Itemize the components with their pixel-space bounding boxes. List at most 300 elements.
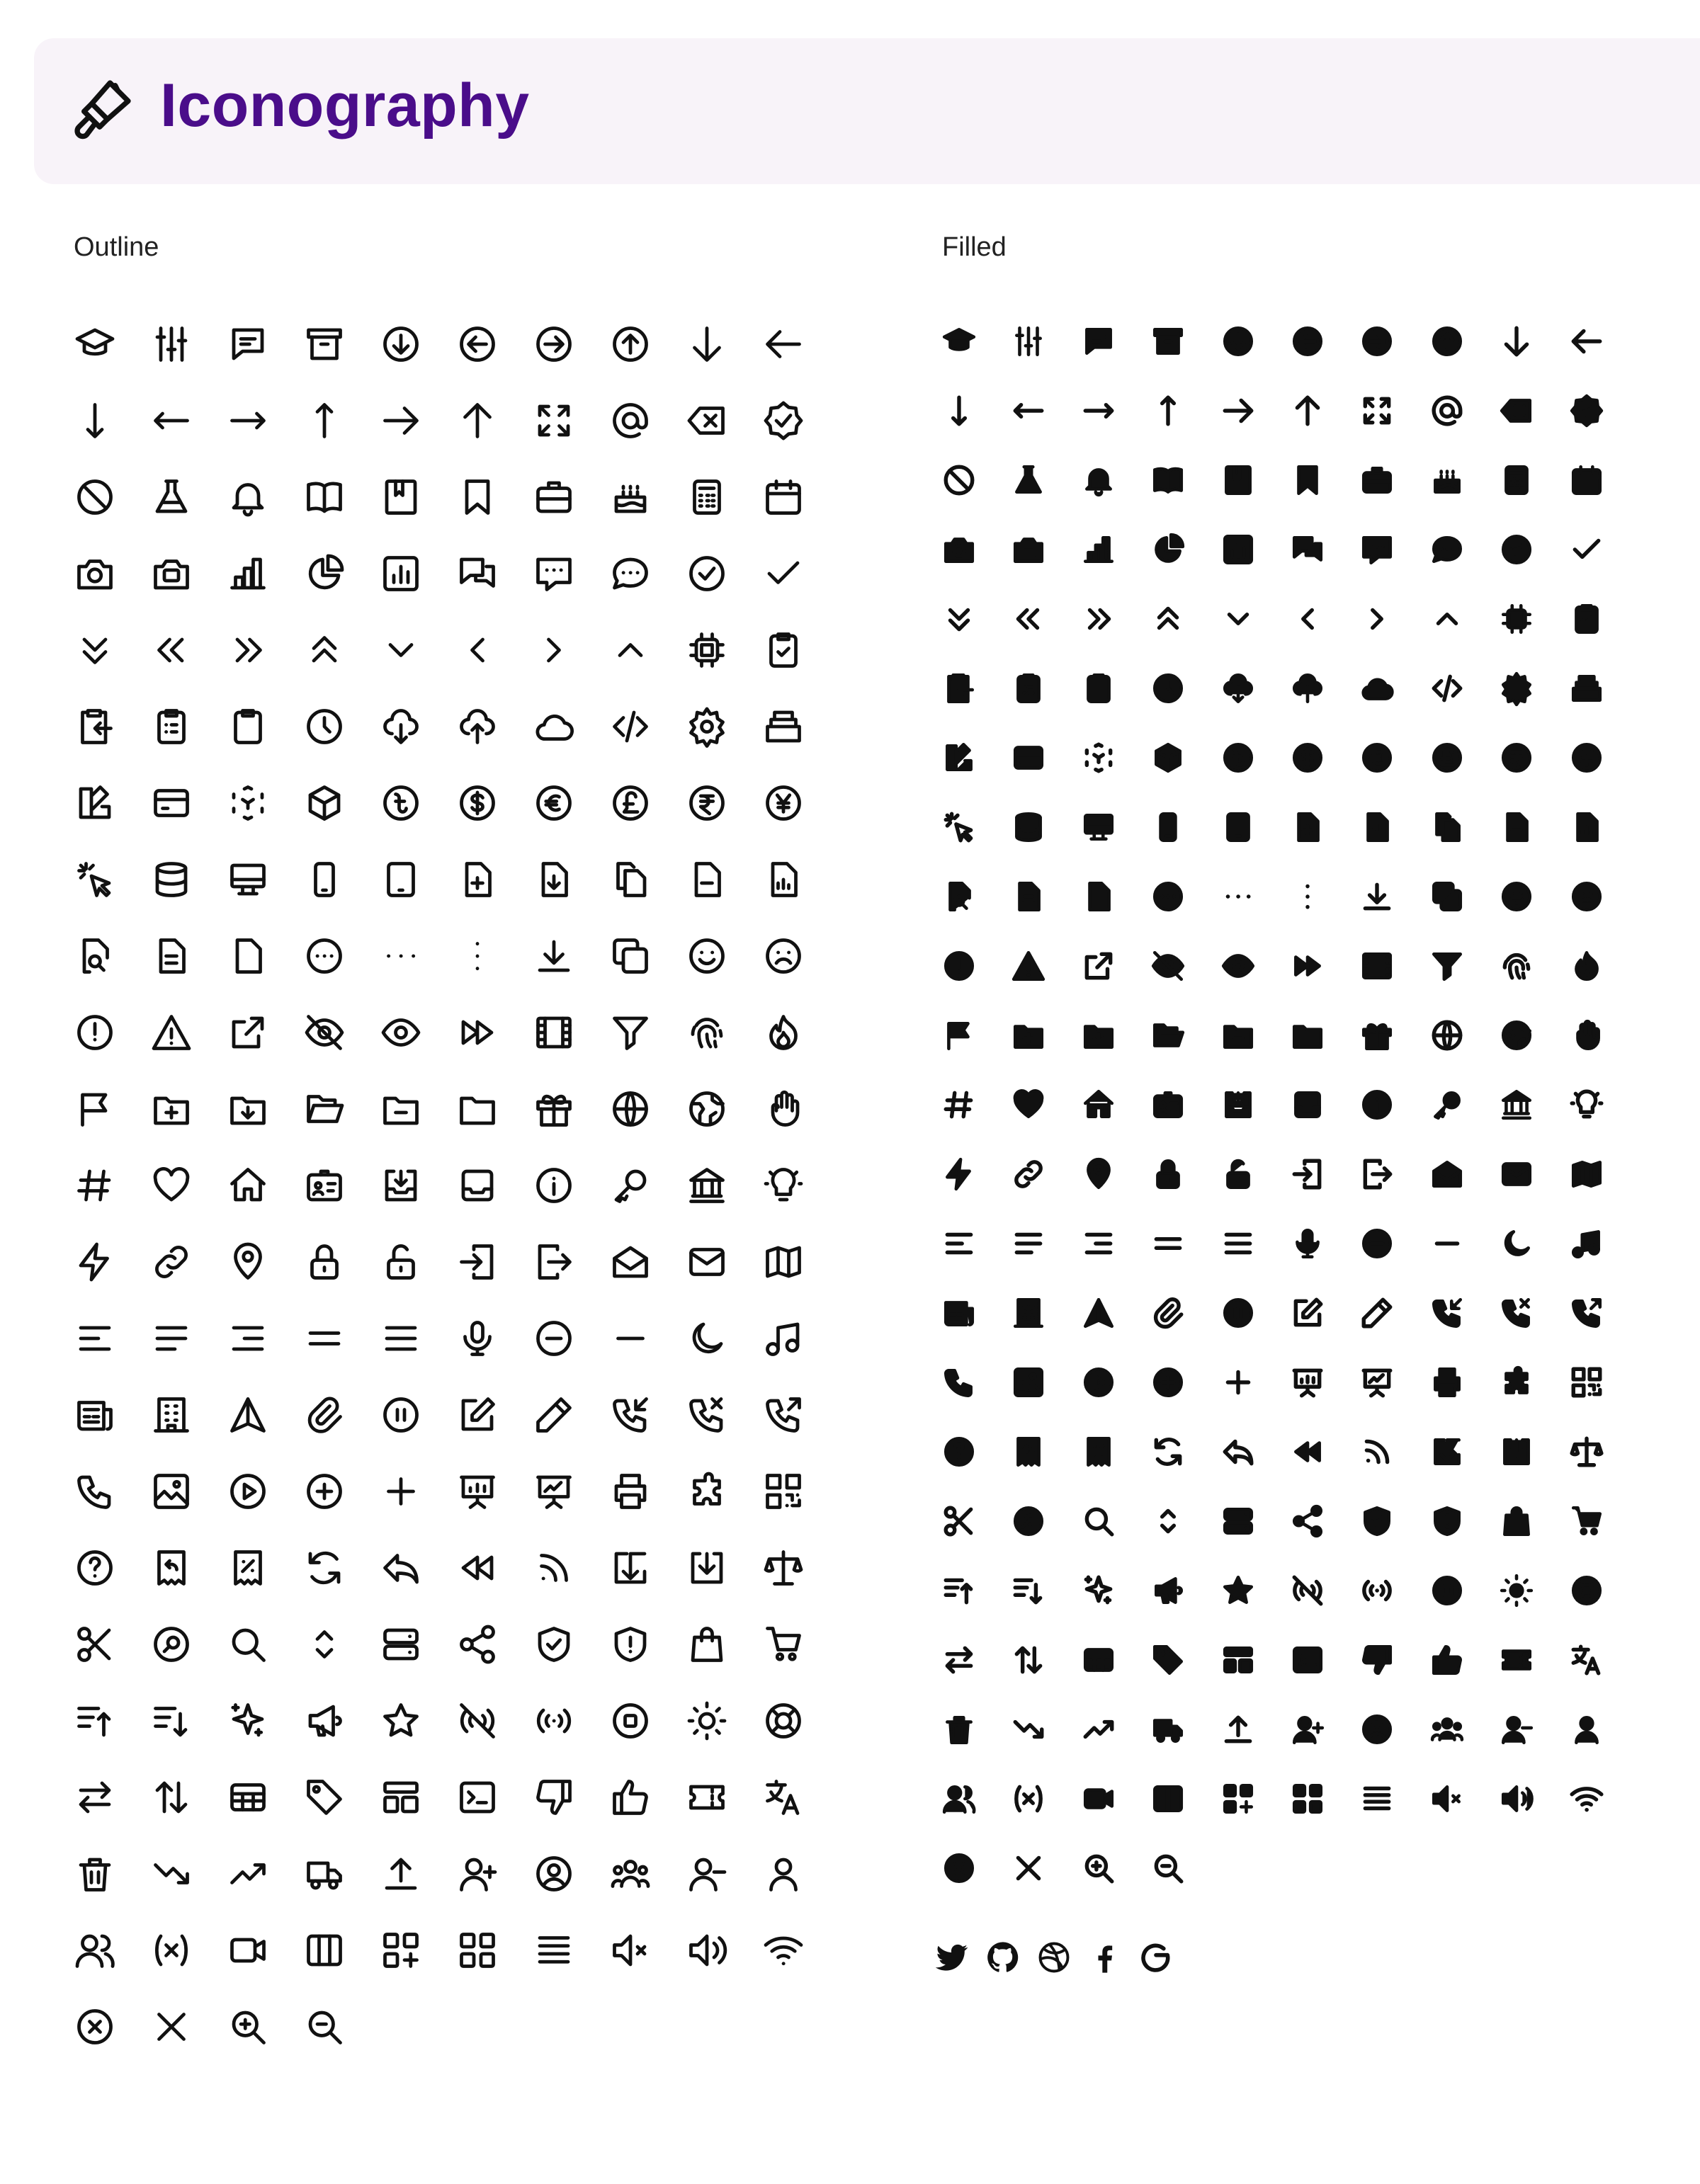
office-building-icon: [150, 1394, 193, 1436]
shield-check-icon: [533, 1623, 575, 1666]
clipboard-check-icon: [1569, 601, 1604, 637]
sort-ascending-icon: [941, 1573, 977, 1608]
menu-alt-3-icon: [1081, 1226, 1116, 1261]
document-add-icon: [456, 858, 499, 901]
ban-icon: [941, 462, 977, 498]
phone-incoming-icon: [609, 1394, 652, 1436]
user-add-icon: [1290, 1712, 1325, 1747]
currency-yen-icon: [1569, 740, 1604, 775]
printer-icon: [1429, 1365, 1465, 1400]
user-group-icon: [609, 1853, 652, 1895]
messages-icon: [456, 552, 499, 595]
exclamation-circle-icon: [74, 1011, 116, 1054]
view-grid-add-icon: [380, 1929, 422, 1972]
truck-icon: [303, 1853, 346, 1895]
server-icon: [380, 1623, 422, 1666]
phone-missed-icon: [686, 1394, 728, 1436]
users-icon: [74, 1929, 116, 1972]
identification-icon: [1150, 1087, 1186, 1122]
chevron-down-icon: [1220, 601, 1256, 637]
folder-icon: [456, 1088, 499, 1130]
menu-alt-1-icon: [941, 1226, 977, 1261]
link-icon: [1011, 1156, 1046, 1192]
document-remove-icon: [1499, 809, 1534, 845]
scissors-icon: [941, 1503, 977, 1539]
document-text-icon: [150, 935, 193, 977]
document-duplicate-icon: [1429, 809, 1465, 845]
save-icon: [1499, 1434, 1534, 1469]
flask-icon: [1011, 462, 1046, 498]
sort-ascending-icon: [74, 1700, 116, 1742]
ticket-icon: [686, 1776, 728, 1819]
film-icon: [1359, 948, 1395, 984]
video-camera-icon: [1081, 1781, 1116, 1816]
moon-icon: [686, 1317, 728, 1360]
chevrons-up-icon: [1150, 601, 1186, 637]
inbox-in-icon: [1220, 1087, 1256, 1122]
folder-download-icon: [1081, 1018, 1116, 1053]
search-circle-icon: [1011, 1503, 1046, 1539]
table-icon: [227, 1776, 269, 1819]
chevrons-right-icon: [1081, 601, 1116, 637]
trending-down-icon: [150, 1853, 193, 1895]
arrow-right-icon: [380, 399, 422, 442]
refresh-icon: [303, 1547, 346, 1589]
view-list-icon: [533, 1929, 575, 1972]
status-online-icon: [1359, 1573, 1395, 1608]
play-icon: [1081, 1365, 1116, 1400]
calculator-icon: [686, 476, 728, 518]
user-add-icon: [456, 1853, 499, 1895]
menu-icon: [1220, 1226, 1256, 1261]
x-circle-icon: [941, 1850, 977, 1886]
wifi-icon: [762, 1929, 805, 1972]
globe-alt-icon: [1499, 1018, 1534, 1053]
login-icon: [456, 1241, 499, 1283]
currency-pound-icon: [609, 782, 652, 824]
dots-vertical-icon: [456, 935, 499, 977]
chevrons-left-icon: [1011, 601, 1046, 637]
folder-download-icon: [227, 1088, 269, 1130]
eye-icon: [1220, 948, 1256, 984]
trending-down-icon: [1011, 1712, 1046, 1747]
facebook-icon[interactable]: [1087, 1939, 1123, 1976]
user-icon: [1569, 1712, 1604, 1747]
phone-outgoing-icon: [1569, 1295, 1604, 1331]
graduation-cap-icon: [941, 324, 977, 359]
truck-icon: [1150, 1712, 1186, 1747]
clipboard-list-icon: [150, 705, 193, 748]
users-icon: [941, 1781, 977, 1816]
arrow-left-circle-icon: [1290, 324, 1325, 359]
book-icon: [380, 476, 422, 518]
link-icon: [150, 1241, 193, 1283]
folder-open-icon: [1150, 1018, 1186, 1053]
archive-icon: [1150, 324, 1186, 359]
currency-dollar-icon: [1290, 740, 1325, 775]
photograph-icon: [150, 1470, 193, 1513]
cpu-icon: [1499, 601, 1534, 637]
sliders-icon: [1011, 324, 1046, 359]
filled-section-label: Filled: [942, 232, 1007, 262]
flag-icon: [941, 1018, 977, 1053]
dots-horizontal-icon: [1220, 879, 1256, 914]
menu-alt-2-icon: [1011, 1226, 1046, 1261]
support-icon: [1569, 1573, 1604, 1608]
user-group-icon: [1429, 1712, 1465, 1747]
folder-remove-icon: [380, 1088, 422, 1130]
camera-icon: [74, 552, 116, 595]
zoom-in-icon: [227, 2006, 269, 2048]
chevron-left-icon: [456, 629, 499, 671]
message-circle-icon: [1429, 532, 1465, 567]
lightning-bolt-icon: [74, 1241, 116, 1283]
cube-transparent-icon: [1081, 740, 1116, 775]
code-icon: [1429, 671, 1465, 706]
dots-circle-icon: [303, 935, 346, 977]
translate-icon: [1569, 1642, 1604, 1678]
zoom-out-icon: [1150, 1850, 1186, 1886]
swatch-icon: [941, 740, 977, 775]
menu-alt-4-icon: [303, 1317, 346, 1360]
refresh-icon: [1150, 1434, 1186, 1469]
document-add-icon: [1290, 809, 1325, 845]
book-open-icon: [303, 476, 346, 518]
arrow-up-circle-icon: [609, 323, 652, 365]
ticket-icon: [1499, 1642, 1534, 1678]
save-as-icon: [1429, 1434, 1465, 1469]
speakerphone-icon: [1150, 1573, 1186, 1608]
view-boards-icon: [1150, 1781, 1186, 1816]
x-icon: [1011, 1850, 1046, 1886]
microphone-icon: [456, 1317, 499, 1360]
download-icon: [1359, 879, 1395, 914]
status-offline-icon: [456, 1700, 499, 1742]
arrow-left-icon: [1569, 324, 1604, 359]
arrow-up-icon: [1290, 393, 1325, 428]
folder-add-icon: [1011, 1018, 1046, 1053]
external-link-icon: [227, 1011, 269, 1054]
phone-outgoing-icon: [762, 1394, 805, 1436]
camera-swap-icon: [1011, 532, 1046, 567]
database-icon: [150, 858, 193, 901]
arrow-left-narrow-icon: [150, 399, 193, 442]
trending-up-icon: [1081, 1712, 1116, 1747]
hand-icon: [1569, 1018, 1604, 1053]
bar-chart-icon: [227, 552, 269, 595]
login-icon: [1290, 1156, 1325, 1192]
speakerphone-icon: [303, 1700, 346, 1742]
receipt-tax-icon: [227, 1547, 269, 1589]
currency-pound-icon: [1429, 740, 1465, 775]
credit-card-icon: [150, 782, 193, 824]
shield-exclamation-icon: [609, 1623, 652, 1666]
hand-icon: [762, 1088, 805, 1130]
cursor-click-icon: [74, 858, 116, 901]
chevrons-left-icon: [150, 629, 193, 671]
clipboard-check-icon: [762, 629, 805, 671]
rss-icon: [533, 1547, 575, 1589]
logout-icon: [1359, 1156, 1395, 1192]
camera-icon: [941, 532, 977, 567]
emoji-sad-icon: [762, 935, 805, 977]
clipboard-list-icon: [1011, 671, 1046, 706]
trash-icon: [74, 1853, 116, 1895]
puzzle-icon: [1499, 1365, 1534, 1400]
google-icon[interactable]: [1138, 1939, 1174, 1976]
check-circle-icon: [1499, 532, 1534, 567]
mail-icon: [1499, 1156, 1534, 1192]
gift-icon: [1359, 1018, 1395, 1053]
bookmark-icon: [456, 476, 499, 518]
identification-icon: [303, 1164, 346, 1207]
play-icon: [227, 1470, 269, 1513]
film-icon: [533, 1011, 575, 1054]
lock-closed-icon: [1150, 1156, 1186, 1192]
currency-bangladeshi-icon: [380, 782, 422, 824]
badge-check-icon: [1569, 393, 1604, 428]
scissors-icon: [74, 1623, 116, 1666]
information-circle-icon: [533, 1164, 575, 1207]
user-icon: [762, 1853, 805, 1895]
clipboard-copy-icon: [941, 671, 977, 706]
flask-icon: [150, 476, 193, 518]
template-icon: [380, 1776, 422, 1819]
home-icon: [1081, 1087, 1116, 1122]
pause-icon: [1220, 1295, 1256, 1331]
trending-up-icon: [227, 1853, 269, 1895]
globe-alt-icon: [686, 1088, 728, 1130]
terminal-icon: [1290, 1642, 1325, 1678]
volume-off-icon: [609, 1929, 652, 1972]
device-mobile-icon: [1150, 809, 1186, 845]
outline-section-label: Outline: [74, 232, 159, 262]
cloud-download-icon: [380, 705, 422, 748]
header-banner: [34, 38, 1700, 184]
arrow-right-narrow-icon: [227, 399, 269, 442]
code-icon: [609, 705, 652, 748]
lock-closed-icon: [303, 1241, 346, 1283]
shopping-cart-icon: [1569, 1503, 1604, 1539]
currency-rupee-icon: [1499, 740, 1534, 775]
newspaper-icon: [74, 1394, 116, 1436]
receipt-refund-icon: [150, 1547, 193, 1589]
cpu-icon: [686, 629, 728, 671]
dots-vertical-icon: [1290, 879, 1325, 914]
arrow-right-circle-icon: [1359, 324, 1395, 359]
reply-icon: [380, 1547, 422, 1589]
table-icon: [1081, 1642, 1116, 1678]
mail-open-icon: [609, 1241, 652, 1283]
switch-horizontal-icon: [74, 1776, 116, 1819]
chevron-right-icon: [533, 629, 575, 671]
pause-icon: [380, 1394, 422, 1436]
calendar-icon: [762, 476, 805, 518]
dribbble-icon[interactable]: [1036, 1939, 1072, 1976]
chevrons-right-icon: [227, 629, 269, 671]
currency-euro-icon: [533, 782, 575, 824]
shopping-bag-icon: [686, 1623, 728, 1666]
document-duplicate-icon: [609, 858, 652, 901]
support-icon: [762, 1700, 805, 1742]
currency-euro-icon: [1359, 740, 1395, 775]
receipt-tax-icon: [1081, 1434, 1116, 1469]
ban-icon: [74, 476, 116, 518]
archive-icon: [303, 323, 346, 365]
cloud-upload-icon: [1290, 671, 1325, 706]
stack-icon: [1569, 671, 1604, 706]
document-icon: [1081, 879, 1116, 914]
desktop-icon: [1081, 809, 1116, 845]
zoom-out-icon: [303, 2006, 346, 2048]
fire-icon: [1569, 948, 1604, 984]
tag-icon: [303, 1776, 346, 1819]
chevron-up-icon: [1429, 601, 1465, 637]
rewind-icon: [456, 1547, 499, 1589]
cog-icon: [1499, 671, 1534, 706]
document-download-icon: [533, 858, 575, 901]
mail-open-icon: [1429, 1156, 1465, 1192]
backspace-icon: [686, 399, 728, 442]
server-icon: [1220, 1503, 1256, 1539]
eye-off-icon: [1150, 948, 1186, 984]
pie-chart-icon: [1150, 532, 1186, 567]
duplicate-icon: [1429, 879, 1465, 914]
rss-icon: [1359, 1434, 1395, 1469]
chevrons-up-icon: [303, 629, 346, 671]
globe-icon: [609, 1088, 652, 1130]
arrow-up-narrow-icon: [303, 399, 346, 442]
pencil-icon: [1359, 1295, 1395, 1331]
check-circle-icon: [686, 552, 728, 595]
maximize-icon: [1359, 393, 1395, 428]
stop-icon: [609, 1700, 652, 1742]
emoji-sad-icon: [1569, 879, 1604, 914]
sliders-icon: [150, 323, 193, 365]
cog-icon: [686, 705, 728, 748]
library-icon: [686, 1164, 728, 1207]
sun-icon: [686, 1700, 728, 1742]
selector-icon: [303, 1623, 346, 1666]
save-as-icon: [609, 1547, 652, 1589]
exclamation-triangle-icon: [150, 1011, 193, 1054]
dots-circle-icon: [1150, 879, 1186, 914]
user-circle-icon: [1359, 1712, 1395, 1747]
eye-off-icon: [303, 1011, 346, 1054]
chevron-down-icon: [380, 629, 422, 671]
filter-icon: [1429, 948, 1465, 984]
arrow-right-icon: [1220, 393, 1256, 428]
clock-icon: [1150, 671, 1186, 706]
arrow-left-icon: [762, 323, 805, 365]
cake-icon: [1429, 462, 1465, 498]
message-circle-icon: [609, 552, 652, 595]
menu-alt-4-icon: [1150, 1226, 1186, 1261]
github-icon[interactable]: [985, 1939, 1021, 1976]
variable-icon: [1011, 1781, 1046, 1816]
briefcase-icon: [1359, 462, 1395, 498]
sparkles-icon: [1081, 1573, 1116, 1608]
exclamation-triangle-icon: [1011, 948, 1046, 984]
twitter-icon[interactable]: [934, 1939, 970, 1976]
lock-open-icon: [1220, 1156, 1256, 1192]
fast-forward-icon: [456, 1011, 499, 1054]
chart-square-icon: [1220, 532, 1256, 567]
document-report-icon: [1569, 809, 1604, 845]
chevron-left-icon: [1290, 601, 1325, 637]
phone-missed-icon: [1499, 1295, 1534, 1331]
heart-icon: [150, 1164, 193, 1207]
document-text-icon: [1011, 879, 1046, 914]
mail-icon: [686, 1241, 728, 1283]
dots-horizontal-icon: [380, 935, 422, 977]
clipboard-icon: [1081, 671, 1116, 706]
minus-icon: [1429, 1226, 1465, 1261]
map-icon: [762, 1241, 805, 1283]
logout-icon: [533, 1241, 575, 1283]
arrow-left-narrow-icon: [1011, 393, 1046, 428]
camera-swap-icon: [150, 552, 193, 595]
heart-icon: [1011, 1087, 1046, 1122]
location-marker-icon: [227, 1241, 269, 1283]
finger-print-icon: [1499, 948, 1534, 984]
template-icon: [1220, 1642, 1256, 1678]
clipboard-copy-icon: [74, 705, 116, 748]
view-grid-add-icon: [1220, 1781, 1256, 1816]
swatch-icon: [74, 782, 116, 824]
shopping-bag-icon: [1499, 1503, 1534, 1539]
shield-exclamation-icon: [1429, 1503, 1465, 1539]
newspaper-icon: [941, 1295, 977, 1331]
question-mark-circle-icon: [74, 1547, 116, 1589]
search-icon: [227, 1623, 269, 1666]
message-dots-icon: [1359, 532, 1395, 567]
cursor-click-icon: [941, 809, 977, 845]
chevrons-down-icon: [74, 629, 116, 671]
paintbrush-icon: [74, 75, 136, 146]
video-camera-icon: [227, 1929, 269, 1972]
document-report-icon: [762, 858, 805, 901]
cloud-icon: [1359, 671, 1395, 706]
sun-icon: [1499, 1573, 1534, 1608]
search-icon: [1081, 1503, 1116, 1539]
music-note-icon: [762, 1317, 805, 1360]
arrow-down-narrow-icon: [941, 393, 977, 428]
puzzle-icon: [686, 1470, 728, 1513]
cloud-upload-icon: [456, 705, 499, 748]
minus-circle-icon: [1359, 1226, 1395, 1261]
switch-horizontal-icon: [941, 1642, 977, 1678]
menu-alt-3-icon: [227, 1317, 269, 1360]
bell-icon: [1081, 462, 1116, 498]
location-marker-icon: [1081, 1156, 1116, 1192]
cloud-icon: [533, 705, 575, 748]
arrow-down-circle-icon: [1220, 324, 1256, 359]
view-grid-icon: [456, 1929, 499, 1972]
reply-icon: [1220, 1434, 1256, 1469]
hashtag-icon: [941, 1087, 977, 1122]
plus-circle-icon: [303, 1470, 346, 1513]
terminal-icon: [456, 1776, 499, 1819]
share-icon: [456, 1623, 499, 1666]
presentation-chart-bar-icon: [1290, 1365, 1325, 1400]
shopping-cart-icon: [762, 1623, 805, 1666]
volume-up-icon: [686, 1929, 728, 1972]
sort-descending-icon: [150, 1700, 193, 1742]
view-boards-icon: [303, 1929, 346, 1972]
currency-bangladeshi-icon: [1220, 740, 1256, 775]
arrow-down-circle-icon: [380, 323, 422, 365]
